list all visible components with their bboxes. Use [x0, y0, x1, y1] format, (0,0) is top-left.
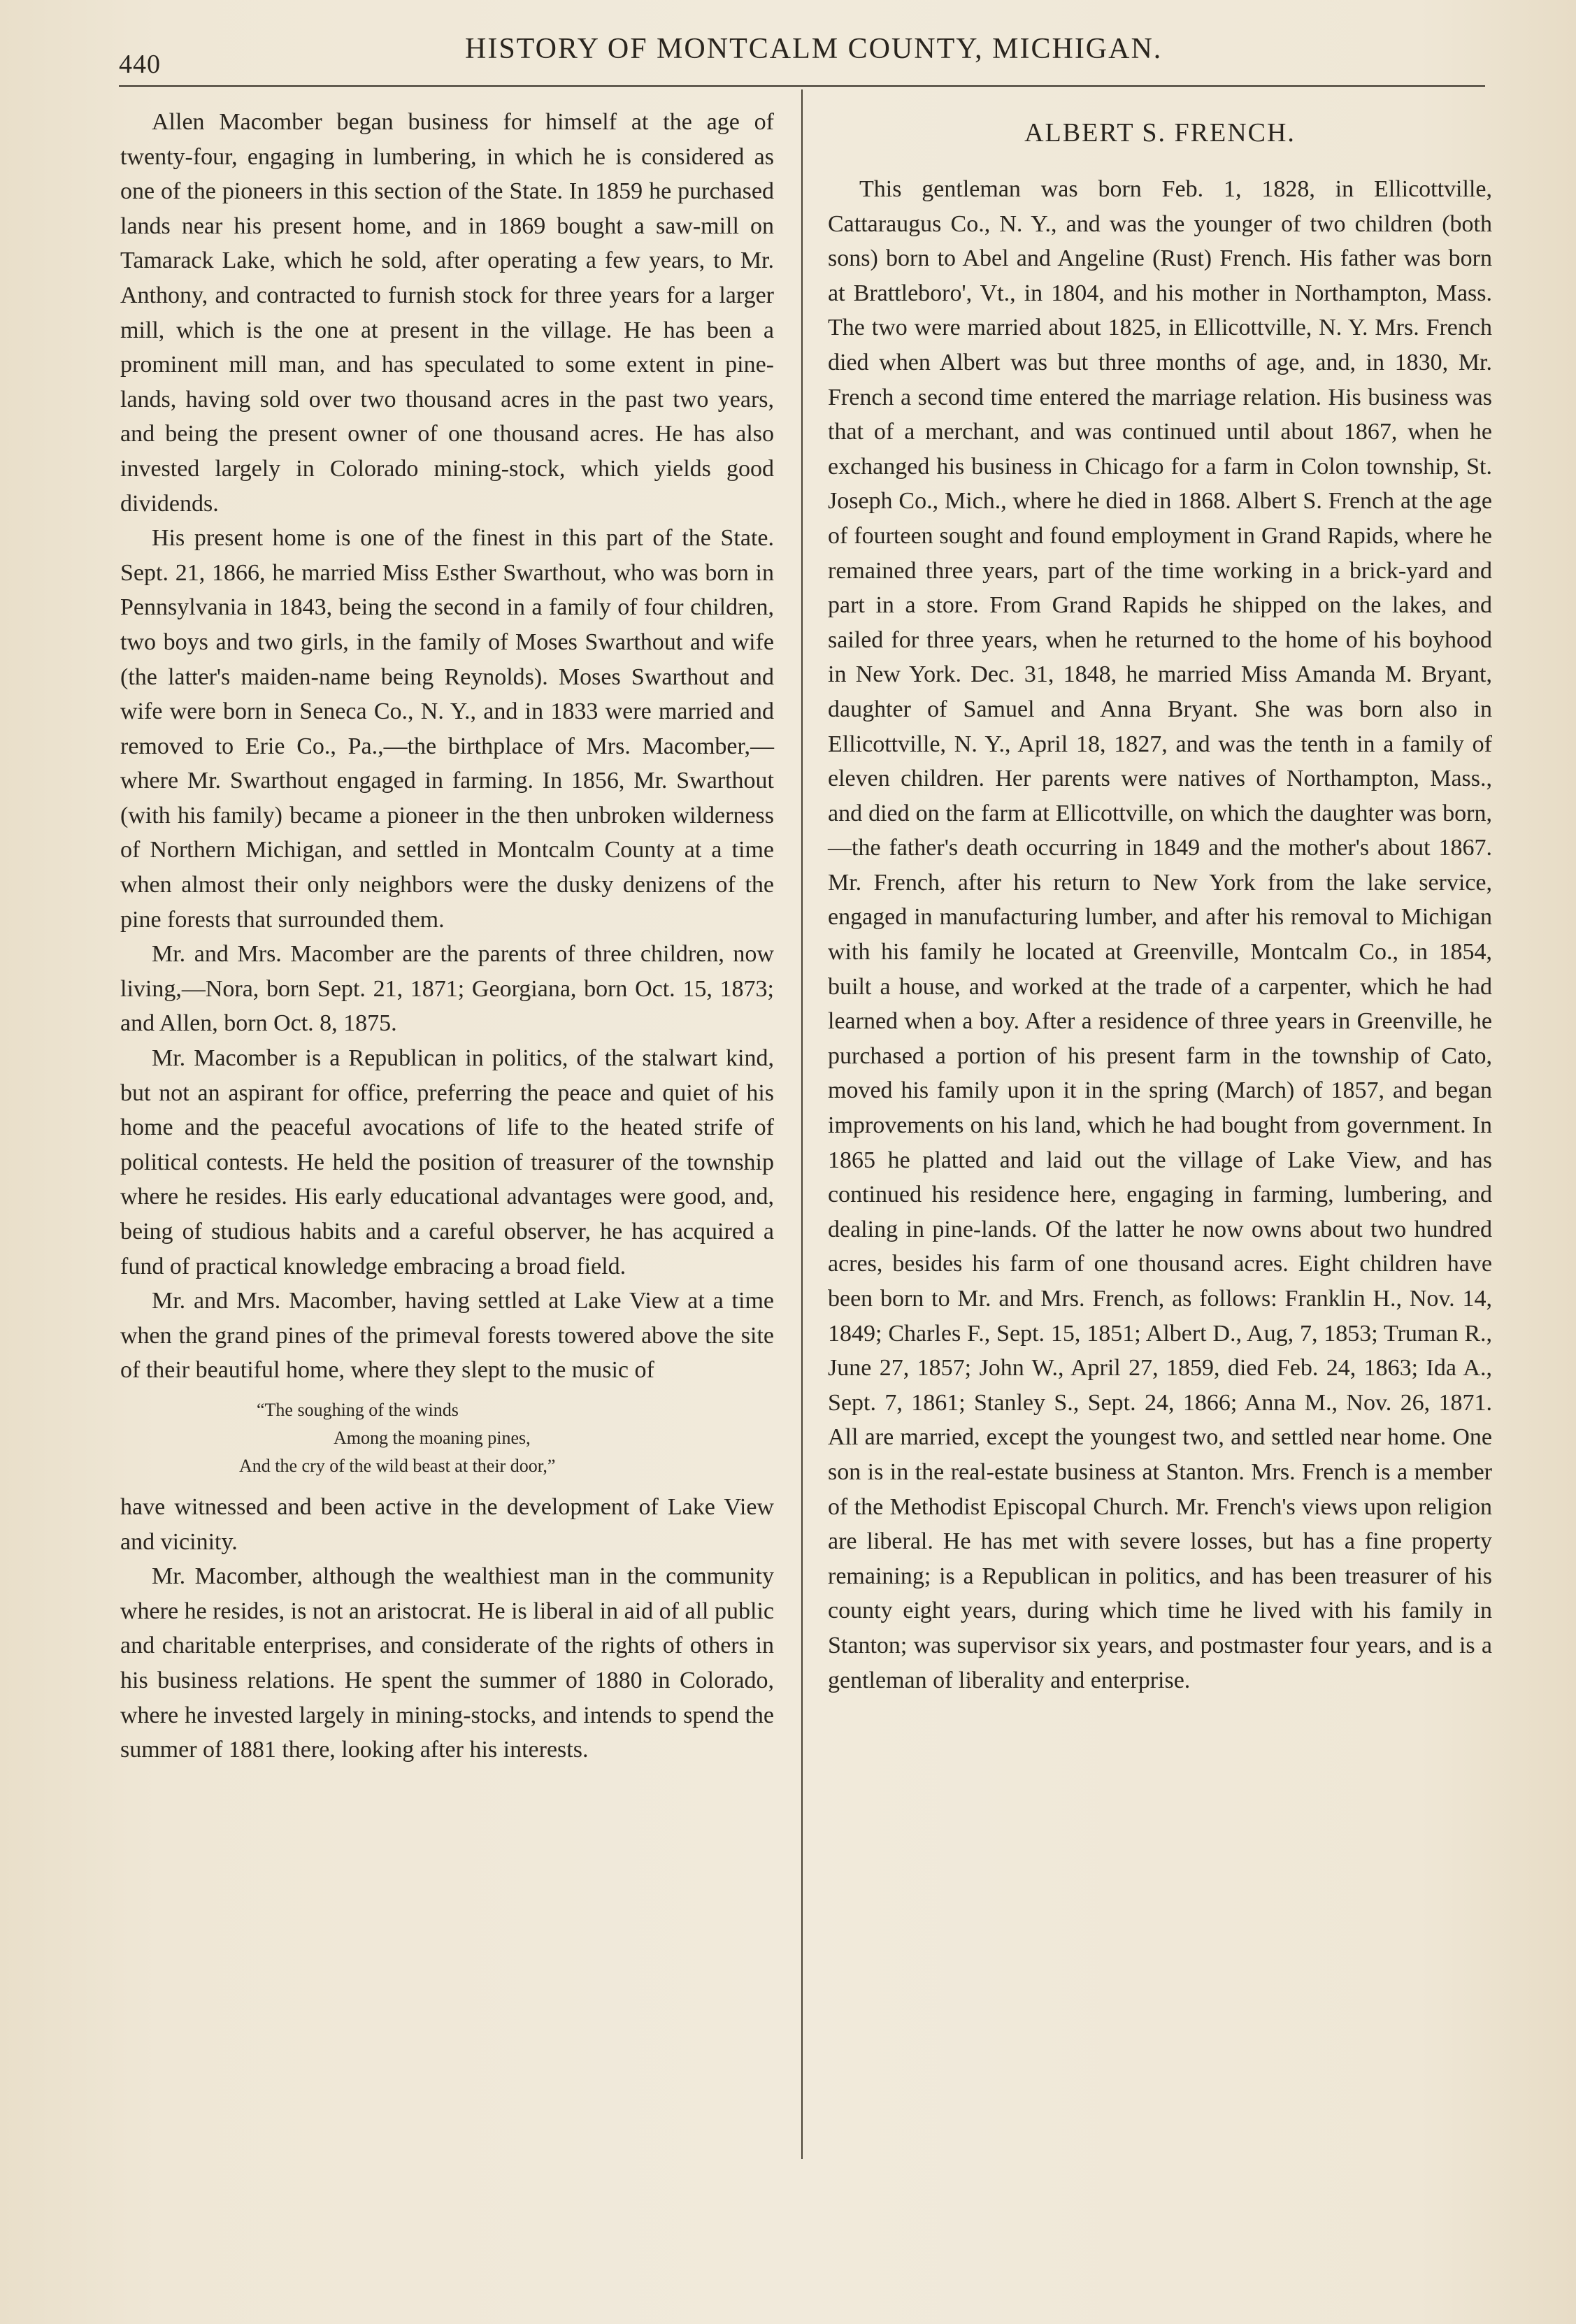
column-divider	[801, 89, 803, 2159]
paragraph: Allen Macomber began business for himself at the age of twenty-four, engaging in lumbering, in which he is considered as one of the pioneers in this section of the State. In 1859 he purchased lands near his present home, and in 1869 bought a saw-mill on Tamarack Lake, which he sold, after operating a few years, to Mr. Anthony, and contracted to furnish stock for three years for a larger mill, which is the one at present in the village. He has been a prominent mill man, and has speculated to some extent in pine-lands, having sold over two thousand acres in the past two years, and being the present owner of one thousand acres. He has also invested largely in Colorado mining-stock, which yields good dividends.	[120, 109, 774, 517]
paragraph: Mr. Macomber, although the wealthiest man in the community where he resides, is not an aristocrat. He is liberal in aid of all public and charitable enterprises, and considerate of the rights of others in his business relations. He spent the summer of 1880 in Colorado, where he invested largely in mining-stocks, and intends to spend the summer of 1881 there, looking after his interests.	[120, 1563, 774, 1763]
left-column	[120, 105, 774, 1767]
page-header	[119, 27, 1478, 83]
page-number: 440	[119, 50, 161, 79]
paragraph: have witnessed and been active in the development of Lake View and vicinity.	[120, 1493, 774, 1555]
poem-quote	[120, 1396, 774, 1480]
paragraph: His present home is one of the finest in this part of the State. Sept. 21, 1866, he married Miss Esther Swarthout, who was born in Pennsylvania in 1843, being the second in a family of four children, two boys and two girls, in the family of Moses Swarthout and wife (the latter's maiden-name being Reynolds). Moses Swarthout and wife were born in Seneca Co., N. Y., and in 1833 were married and removed to Erie Co., Pa.,—the birthplace of Mrs. Macomber,—where Mr. Swarthout engaged in farming. In 1856, Mr. Swarthout (with his family) became a pioneer in the then unbroken wilderness of Northern Michigan, and settled in Montcalm County at a time when almost their only neighbors were the dusky denizens of the pine forests that surrounded them.	[120, 525, 774, 933]
paragraph: This gentleman was born Feb. 1, 1828, in Ellicottville, Cattaraugus Co., N. Y., and was the younger of two children (both sons) born to Abel and Angeline (Rust) French. His father was born at Brattleboro', Vt., in 1804, and his mother in Northampton, Mass. The two were married about 1825, in Ellicottville, N. Y. Mrs. French died when Albert was but three months of age, and, in 1830, Mr. French a second time entered the marriage relation. His business was that of a merchant, and was continued until about 1867, when he exchanged his business in Chicago for a farm in Colon township, St. Joseph Co., Mich., where he died in 1868. Albert S. French at the age of fourteen sought and found employment in Grand Rapids, where he remained three years, part of the time working in a brick-yard and part in a store. From Grand Rapids he shipped on the lakes, and sailed for three years, when he returned to the home of his boyhood in New York. Dec. 31, 1848, he married Miss Amanda M. Bryant, daughter of Samuel and Anna Bryant. She was born also in Ellicottville, N. Y., April 18, 1827, and was the tenth in a family of eleven children. Her parents were natives of Northampton, Mass., and died on the farm at Ellicottville, on which the daughter was born,—the father's death occurring in 1849 and the mother's about 1867. Mr. French, after his return to New York from the lake service, engaged in manufacturing lumber, and after his removal to Michigan with his family he located at Greenville, Montcalm Co., in 1854, built a house, and worked at the trade of a carpenter, which he had learned when a boy. After a residence of three years in Greenville, he purchased a portion of his present farm in the township of Cato, moved his family upon it in the spring (March) of 1857, and began improvements on his land, which he had bought from government. In 1865 he platted and laid out the village of Lake View, and has continued his residence here, engaging in farming, lumbering, and dealing in pine-lands. Of the latter he now owns about two hundred acres, besides his farm of one thousand acres. Eight children have been born to Mr. and Mrs. French, as follows: Franklin H., Nov. 14, 1849; Charles F., Sept. 15, 1851; Albert D., Aug, 7, 1853; Truman R., June 27, 1857; John W., April 27, 1859, died Feb. 24, 1863; Ida A., Sept. 7, 1861; Stanley S., Sept. 24, 1866; Anna M., Nov. 26, 1871. All are married, except the youngest two, and settled near home. One son is in the real-estate business at Stanton. Mrs. French is a member of the Methodist Episcopal Church. Mr. French's views upon religion are liberal. He has met with severe losses, but has a fine property remaining; is a Republican in politics, and has been treasurer of his county eight years, during which time he lived with his family in Stanton; was supervisor six years, and postmaster four years, and is a gentleman of liberality and enterprise.	[828, 176, 1492, 1693]
header-rule	[119, 85, 1485, 87]
paragraph: Mr. and Mrs. Macomber, having settled at Lake View at a time when the grand pines of the primeval forests towered above the site of their beautiful home, where they slept to the music of	[120, 1288, 774, 1384]
paragraph: Mr. Macomber is a Republican in politics, of the stalwart kind, but not an aspirant for office, preferring the peace and quiet of his home and the peaceful avocations of life to the heated strife of political contests. He held the position of treasurer of the township where he resides. His early educational advantages were good, and, being of studious habits and a careful observer, he has acquired a fund of practical knowledge embracing a broad field.	[120, 1045, 774, 1279]
running-title: HISTORY OF MONTCALM COUNTY, MICHIGAN.	[465, 33, 1163, 65]
poem-line: Among the moaning pines,	[334, 1427, 531, 1448]
paragraph: Mr. and Mrs. Macomber are the parents of three children, now living,—Nora, born Sept. 21, 1871; Georgiana, born Oct. 15, 1873; and Allen, born Oct. 8, 1875.	[120, 941, 774, 1037]
poem-line: And the cry of the wild beast at their door,”	[239, 1455, 556, 1476]
right-column	[828, 105, 1492, 1698]
section-title: ALBERT S. FRENCH.	[1024, 118, 1296, 148]
poem-line: “The soughing of the winds	[257, 1399, 459, 1420]
